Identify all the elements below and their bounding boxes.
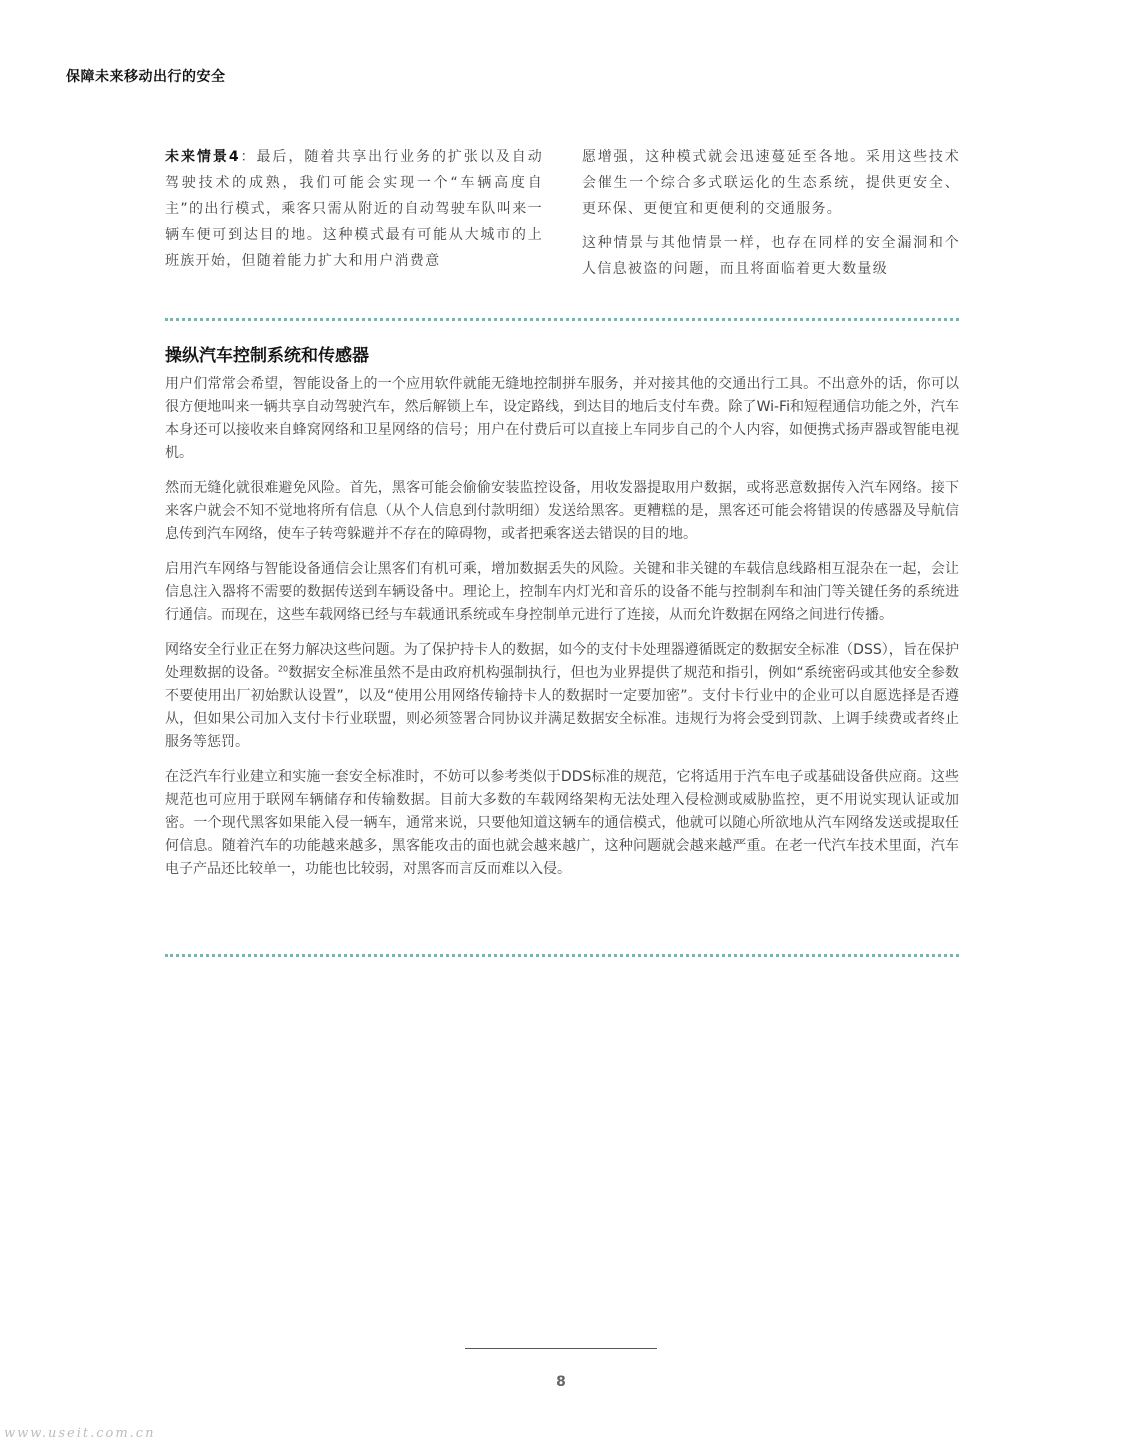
scenario-paragraph [165,144,543,274]
watermark: www.useit.com.cn [4,1426,156,1441]
body-paragraph-1: 用户们常常会希望，智能设备上的一个应用软件就能无缝地控制拼车服务，并对接其他的交通出行工具。不出意外的话，你可以很方便地叫来一辆共享自动驾驶汽车，然后解锁上车，设定路线，到达目的地后支付车费。除了Wi-Fi和短程通信功能之外，汽车本身还可以接收来自蜂窝网络和卫星网络的信号；用户在付费后可以直接上车同步自己的个人内容，如便携式扬声器或智能电视机。 [165,376,959,461]
intro-right-column [582,144,960,290]
page-number: 8 [556,1374,566,1390]
body-paragraph-2: 然而无缝化就很难避免风险。首先，黑客可能会偷偷安装监控设备，用收发器提取用户数据，或将恶意数据传入汽车网络。接下来客户就会不知不觉地将所有信息（从个人信息到付款明细）发送给黑客。更糟糕的是，黑客还可能会将错误的传感器及导航信息传到汽车网络，使车子转弯躲避并不存在的障碍物，或者把乘客送去错误的目的地。 [165,480,959,542]
footer-rule [465,1348,657,1349]
body-paragraph-3: 启用汽车网络与智能设备通信会让黑客们有机可乘，增加数据丢失的风险。关键和非关键的车载信息线路相互混杂在一起，会让信息注入器将不需要的数据传送到车辆设备中。理论上，控制车内灯光和音乐的设备不能与控制刹车和油门等关键任务的系统进行通信。而现在，这些车载网络已经与车载通讯系统或车身控制单元进行了连接，从而允许数据在网络之间进行传播。 [165,561,959,623]
scenario-lead: 未来情景4 [165,149,240,165]
dotted-divider-bottom [165,954,959,957]
intro-left-column [165,144,543,282]
body-paragraph-4-part-b: 数据安全标准虽然不是由政府机构强制执行，但也为业界提供了规范和指引，例如“系统密码或其他安全参数不要使用出厂初始默认设置”，以及“使用公用网络传输持卡人的数据时一定要加密”。支付卡行业中的企业可以自愿选择是否遵从，但如果公司加入支付卡行业联盟，则必须签署合同协议并满足数据安全标准。违规行为将会受到罚款、上调手续费或者终止服务等惩罚。 [165,665,959,750]
body-paragraph-4 [165,639,959,754]
scenario-text: ：最后，随着共享出行业务的扩张以及自动驾驶技术的成熟，我们可能会实现一个“车辆高度自主”的出行模式，乘客只需从附近的自动驾驶车队叫来一辆车便可到达目的地。这种模式最有可能从大城市的上班族开始，但随着能力扩大和用户消费意 [165,149,543,269]
body-paragraph-5: 在泛汽车行业建立和实施一套安全标准时，不妨可以参考类似于DDS标准的规范，它将适用于汽车电子或基础设备供应商。这些规范也可应用于联网车辆储存和传输数据。目前大多数的车载网络架构无法处理入侵检测或威胁监控，更不用说实现认证或加密。一个现代黑客如果能入侵一辆车，通常来说，只要他知道这辆车的通信模式，他就可以随心所欲地从汽车网络发送或提取任何信息。随着汽车的功能越来越多，黑客能攻击的面也就会越来越广，这种问题就会越来越严重。在老一代汽车技术里面，汽车电子产品还比较单一，功能也比较弱，对黑客而言反而难以入侵。 [165,769,959,877]
footnote-reference: 20 [277,664,289,674]
dotted-divider-top [165,318,959,321]
section-body [165,373,959,893]
body-paragraph-4-part-a: 网络安全行业正在努力解决这些问题。为了保护持卡人的数据，如今的支付卡处理器遵循既定的数据安全标准（DSS），旨在保护处理数据的设备。 [165,642,959,681]
section-title: 操纵汽车控制系统和传感器 [165,346,369,366]
intro-right-paragraph-1: 愿增强，这种模式就会迅速蔓延至各地。采用这些技术会催生一个综合多式联运化的生态系统，提供更安全、更环保、更便宜和更便利的交通服务。 [582,149,960,217]
intro-right-paragraph-2: 这种情景与其他情景一样，也存在同样的安全漏洞和个人信息被盗的问题，而且将面临着更大数量级 [582,235,960,277]
running-header-title: 保障未来移动出行的安全 [66,69,226,85]
